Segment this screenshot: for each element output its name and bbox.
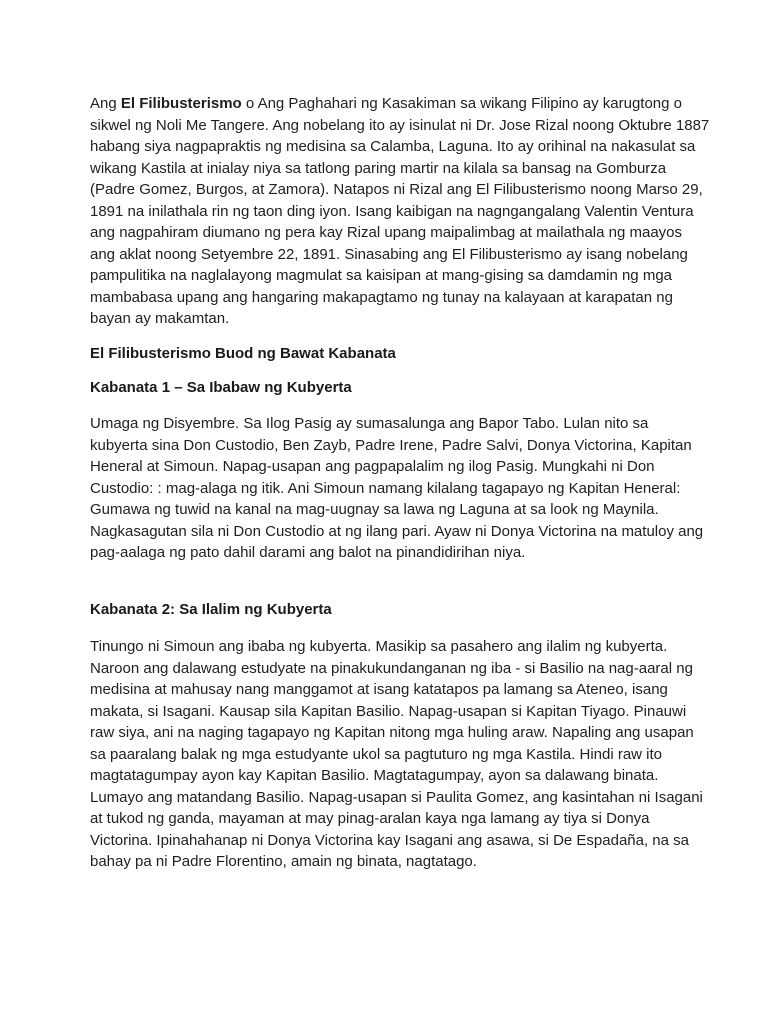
chapter-2-paragraph: Tinungo ni Simoun ang ibaba ng kubyerta. Masikip sa pasahero ang ilalim ng kubyerta. Naroon ang dalawang estudyate na pinakukundanganan ng iba - si Basilio na nag-aaral ng medisina at mahusay nang manggamot at isang katatapos pa lamang sa Ateneo, isang makata, si Isagani. Kausap sila Kapitan Basilio. Napag-usapan si Kapitan Tiyago. Pinauwi raw siya, ani na naging tagapayo ng Kapitan nitong mga huling araw. Napaling ang usapan sa paaralang balak ng mga estudyante ukol sa pagtuturo ng mga Kastila. Hindi raw ito magtatagumpay ayon kay Kapitan Basilio. Magtatagumpay, ayon sa dalawang binata. Lumayo ang matandang Basilio. Napag-usapan si Paulita Gomez, ang kasintahan ni Isagani at tukod ng ganda, mayaman at may pinag-aralan kaya nga lamang ay tiya si Donya Victorina. Ipinahahanap ni Donya Victorina kay Isagani ang asawa, si De Espadaña, na sa bahay pa ni Padre Florentino, amain ng binata, nagtatago. bbox=[90, 638, 703, 870]
intro-prefix: Ang bbox=[90, 95, 121, 112]
intro-title-bold: El Filibusterismo bbox=[120, 95, 242, 112]
intro-body: o Ang Paghahari ng Kasakiman sa wikang Filipino ay karugtong o sikwel ng Noli Me Tangere. Ang nobelang ito ay isinulat ni Dr. Jose Rizal noong Oktubre 1887 habang siya nagpapraktis ng medisina sa Calamba, Laguna. Ito ay orihinal na nakasulat sa wikang Kastila at inialay niya sa tatlong paring martir na kilala sa bansag na Gomburza (Padre Gomez, Burgos, at Zamora). Natapos ni Rizal ang El Filibusterismo noong Marso 29, 1891 na inilathala rin ng taon ding iyon. Isang kaibigan na nagngangalang Valentin Ventura ang nagpahiram diumano ng pera kay Rizal upang maipalimbag at mailathala ng maayos ang aklat noong Setyembre 22, 1891. Sinasabing ang El Filibusterismo ay isang nobelang pampulitika na naglalayong magmulat sa kaisipan at mang-gising sa damdamin ng mga mambabasa upang ang hangaring makapagtamo ng tunay na kalayaan at karapatan ng bayan ay makamtan. bbox=[90, 95, 710, 327]
chapter-1-heading: Kabanata 1 – Sa Ibabaw ng Kubyerta bbox=[90, 379, 352, 396]
chapter-1-paragraph: Umaga ng Disyembre. Sa Ilog Pasig ay sumasalunga ang Bapor Tabo. Lulan nito sa kubyerta sina Don Custodio, Ben Zayb, Padre Irene, Padre Salvi, Donya Victorina, Kapitan Heneral at Simoun. Napag-usapan ang pagpapalalim ng ilog Pasig. Mungkahi ni Don Custodio: : mag-alaga ng itik. Ani Simoun namang kilalang tagapayo ng Kapitan Heneral: Gumawa ng tuwid na kanal na mag-uugnay sa lawa ng Laguna at sa look ng Maynila. Nagkasagutan sila ni Don Custodio at ng ilang pari. Ayaw ni Donya Victorina na matuloy ang pag-aalaga ng pato dahil darami ang balot na pinandidirihan niya. bbox=[90, 415, 704, 561]
chapter-2-heading: Kabanata 2: Sa Ilalim ng Kubyerta bbox=[90, 601, 332, 618]
summary-heading: El Filibusterismo Buod ng Bawat Kabanata bbox=[90, 345, 396, 362]
intro-paragraph bbox=[90, 93, 710, 330]
